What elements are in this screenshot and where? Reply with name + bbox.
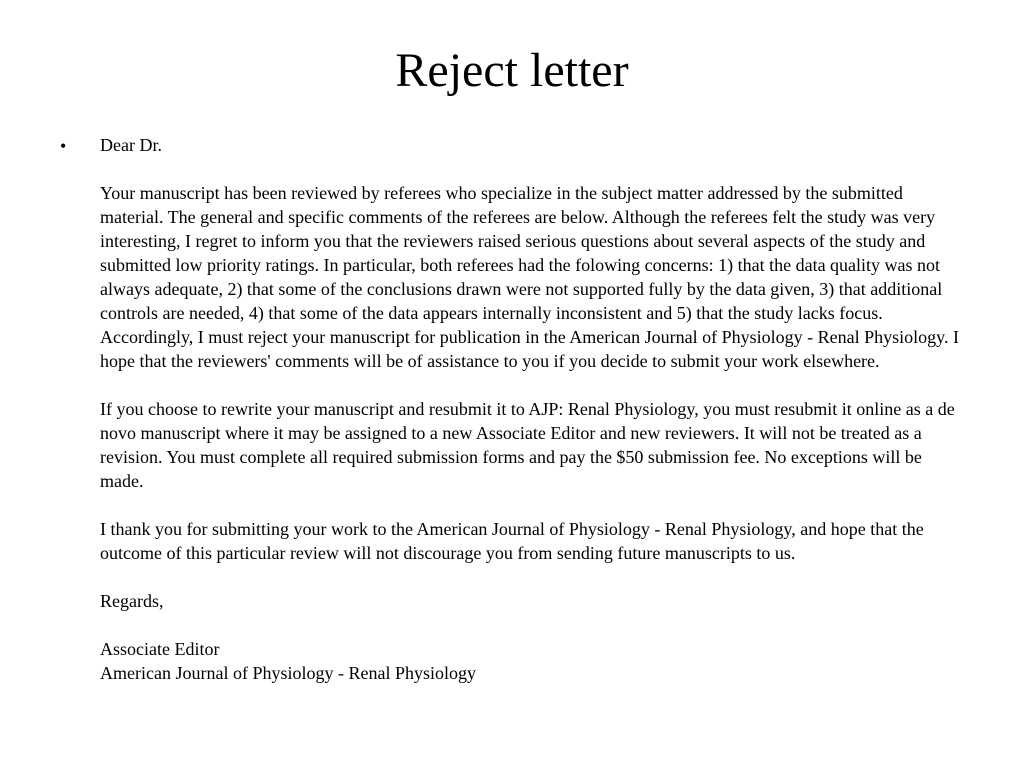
letter-paragraph-3: I thank you for submitting your work to the American Journal of Physiology - Renal Physiology, and hope that the outcome of this particular review will not discourage you from sending future manuscripts to us. — [100, 519, 924, 563]
letter-paragraph-1: Your manuscript has been reviewed by referees who specialize in the subject matter addressed by the submitted material. The general and specific comments of the referees are below. Although the referees felt the study was very interesting, I regret to inform you that the reviewers raised serious questions about several aspects of the study and submitted low priority ratings. In particular, both referees had the folowing concerns: 1) that the data quality was not always adequate, 2) that some of the conclusions drawn were not supported fully by the data given, 3) that additional controls are needed, 4) that some of the data appears internally inconsistent and 5) that the study lacks focus. Accordingly, I must reject your manuscript for publication in the American Journal of Physiology - Renal Physiology. I hope that the reviewers' comments will be of assistance to you if you decide to submit your work elsewhere. — [100, 183, 959, 371]
letter-salutation: Dear Dr. — [100, 135, 162, 155]
letter-paragraph-2: If you choose to rewrite your manuscript and resubmit it to AJP: Renal Physiology, you must resubmit it online as a de novo manuscript where it may be assigned to a new Associate Editor and new reviewers. It will not be treated as a revision. You must complete all required submission forms and pay the $50 submission fee. No exceptions will be made. — [100, 399, 955, 491]
slide-title: Reject letter — [395, 44, 629, 97]
signature-title: Associate Editor — [100, 639, 220, 659]
signature-organization: American Journal of Physiology - Renal Physiology — [100, 663, 476, 683]
letter-closing: Regards, — [100, 591, 164, 611]
letter-body — [100, 133, 960, 685]
bullet-icon: • — [60, 136, 67, 156]
